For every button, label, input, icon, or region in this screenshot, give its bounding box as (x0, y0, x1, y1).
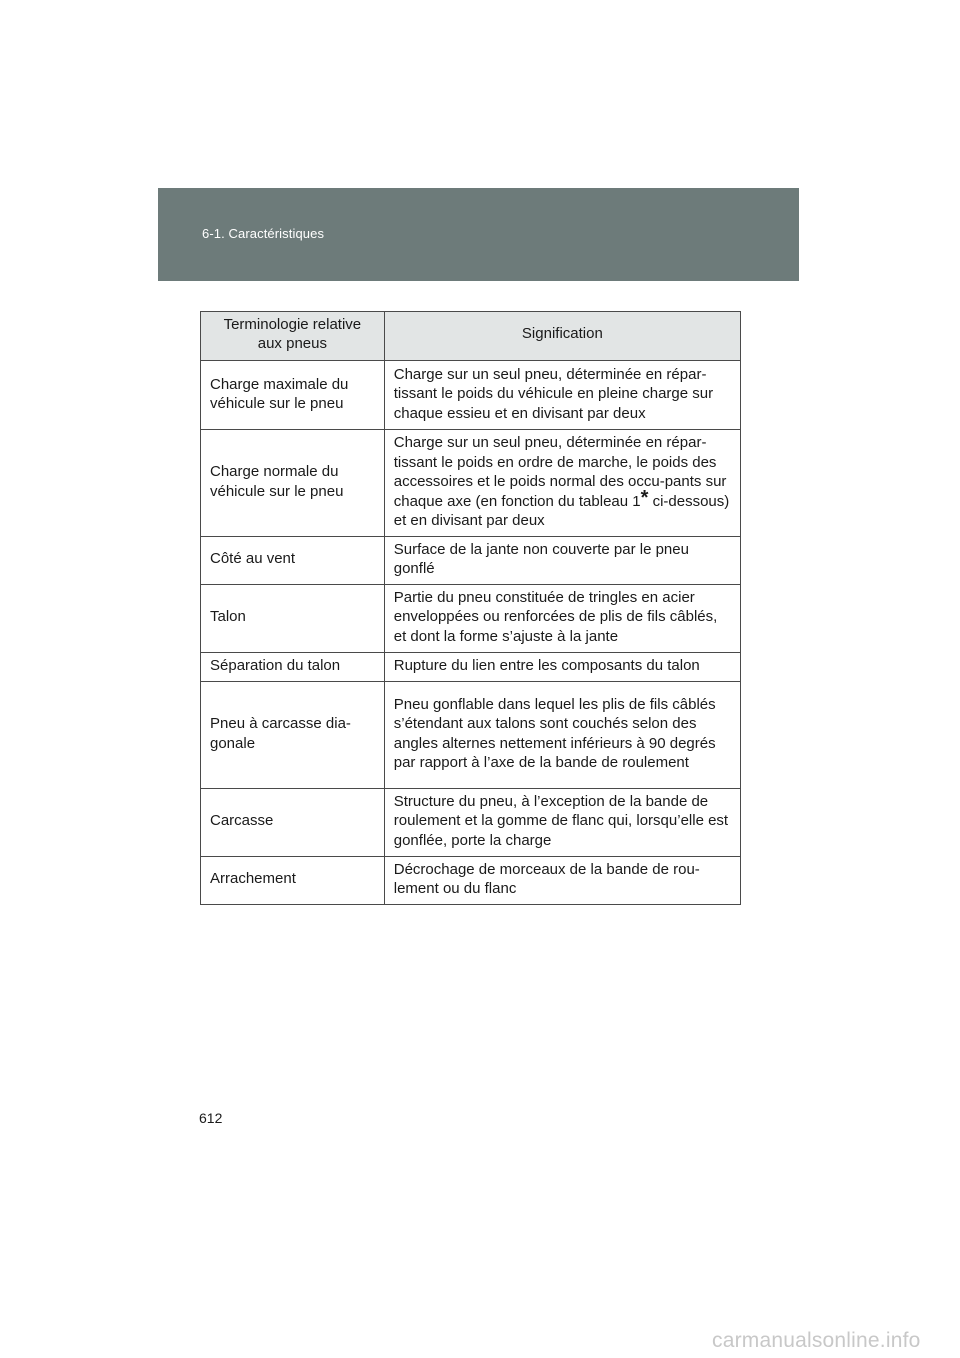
meaning-text-continued: ci-dessous) et en divisant par deux (393, 492, 730, 529)
section-header-band (158, 188, 799, 281)
table-row (201, 584, 741, 652)
column-header-term-line1: Terminologie relative (223, 315, 362, 333)
table-row (201, 536, 741, 584)
meaning-cell: Rupture du lien entre les composants du talon (384, 652, 740, 681)
tire-terminology-table (200, 311, 741, 905)
term-cell: Côté au vent (201, 536, 385, 584)
term-cell: Charge maximale du véhicule sur le pneu (201, 361, 385, 430)
term-cell: Pneu à carcasse dia-gonale (201, 681, 385, 788)
meaning-text: Charge sur un seul pneu, déterminée en répar-tissant le poids en ordre de marche, le poids des accessoires et le poids normal des occu-pants sur chaque axe (en fonction du tableau 1 (393, 434, 727, 510)
footnote-marker: * (640, 486, 649, 509)
term-cell: Séparation du talon (201, 652, 385, 681)
meaning-cell: Pneu gonflable dans lequel les plis de fils câblés s’étendant aux talons sont couchés selon des angles alternes nettement inférieurs à 90 degrés par rapport à l’axe de la bande de roulement (384, 681, 740, 788)
column-header-meaning: Signification (384, 312, 740, 361)
table-row (201, 788, 741, 856)
table-row (201, 430, 741, 537)
term-cell: Talon (201, 584, 385, 652)
table-header-row (201, 312, 741, 361)
table-row (201, 681, 741, 788)
meaning-cell: Charge sur un seul pneu, déterminée en répar-tissant le poids du véhicule en pleine charge sur chaque essieu et en divisant par deux (384, 361, 740, 430)
table-row (201, 652, 741, 681)
page-number: 612 (199, 1110, 223, 1126)
meaning-cell: Surface de la jante non couverte par le pneu gonflé (384, 536, 740, 584)
term-cell: Arrachement (201, 856, 385, 904)
table-row (201, 856, 741, 904)
column-header-term-line2: aux pneus (257, 334, 327, 352)
meaning-cell: Décrochage de morceaux de la bande de rou-lement ou du flanc (384, 856, 740, 904)
column-header-term (201, 312, 385, 361)
table-row (201, 361, 741, 430)
meaning-cell (384, 430, 740, 537)
meaning-cell: Structure du pneu, à l’exception de la bande de roulement et la gomme de flanc qui, lorsqu’elle est gonflée, porte la charge (384, 788, 740, 856)
section-title: 6-1. Caractéristiques (202, 226, 325, 241)
watermark-link[interactable]: carmanualsonline.info (712, 1329, 921, 1352)
meaning-cell: Partie du pneu constituée de tringles en acier enveloppées ou renforcées de plis de fils câblés, et dont la forme s’ajuste à la jante (384, 584, 740, 652)
term-cell: Charge normale du véhicule sur le pneu (201, 430, 385, 537)
term-cell: Carcasse (201, 788, 385, 856)
